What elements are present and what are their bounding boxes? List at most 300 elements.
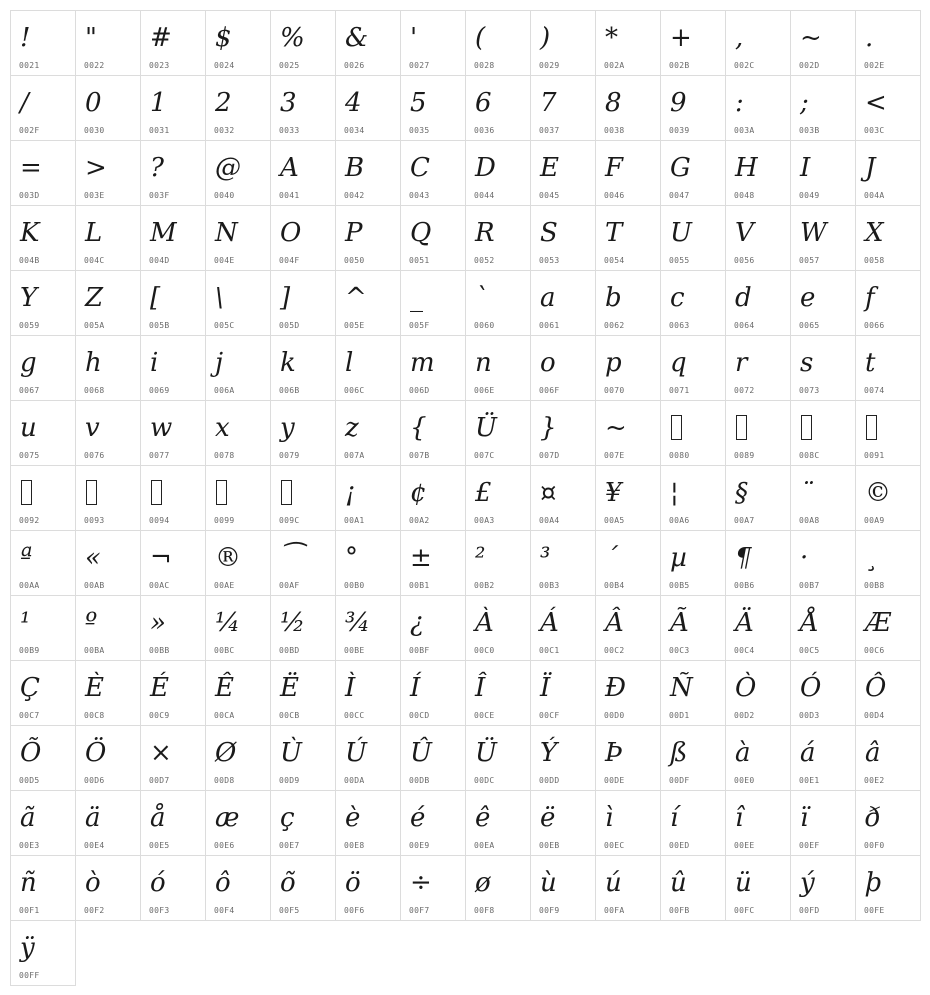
glyph-code-label: 0044 <box>474 191 495 200</box>
glyph-cell <box>465 465 531 531</box>
glyph-code-label: 00BE <box>344 646 365 655</box>
glyph-sample: P <box>345 218 363 248</box>
glyph-sample: W <box>800 218 827 248</box>
glyph-code-label: 00C1 <box>539 646 560 655</box>
glyph-sample: æ <box>215 803 240 833</box>
glyph-code-label: 00DF <box>669 776 690 785</box>
glyph-cell <box>400 855 466 921</box>
missing-glyph-box-icon <box>866 415 877 440</box>
glyph-cell <box>205 855 271 921</box>
glyph-code-label: 00BB <box>149 646 170 655</box>
glyph-code-label: 00F3 <box>149 906 170 915</box>
glyph-code-label: 00D3 <box>799 711 820 720</box>
glyph-code-label: 007A <box>344 451 365 460</box>
glyph-sample: * <box>605 23 618 53</box>
glyph-cell <box>660 595 726 661</box>
glyph-sample: ° <box>345 543 358 573</box>
glyph-sample: § <box>735 478 748 508</box>
glyph-code-label: 004E <box>214 256 235 265</box>
glyph-code-label: 0059 <box>19 321 40 330</box>
glyph-cell <box>205 140 271 206</box>
glyph-cell <box>270 75 336 141</box>
glyph-sample: Ñ <box>670 673 693 703</box>
glyph-cell <box>790 140 856 206</box>
glyph-cell <box>465 400 531 466</box>
glyph-cell <box>400 530 466 596</box>
glyph-code-label: 00F6 <box>344 906 365 915</box>
glyph-sample: Í <box>410 673 421 703</box>
glyph-cell <box>10 855 76 921</box>
glyph-cell <box>400 205 466 271</box>
glyph-cell <box>75 140 141 206</box>
glyph-code-label: 00FA <box>604 906 625 915</box>
glyph-cell <box>855 725 921 791</box>
glyph-sample: Ò <box>735 673 757 703</box>
glyph-code-label: 0039 <box>669 126 690 135</box>
glyph-sample: Ü <box>475 413 497 443</box>
glyph-cell <box>530 790 596 856</box>
glyph-cell <box>270 335 336 401</box>
glyph-sample: ¨ <box>800 478 813 508</box>
glyph-cell <box>530 725 596 791</box>
glyph-sample: è <box>345 803 361 833</box>
glyph-code-label: 00EC <box>604 841 625 850</box>
glyph-sample: t <box>865 348 876 378</box>
glyph-code-label: 006E <box>474 386 495 395</box>
glyph-code-label: 0025 <box>279 61 300 70</box>
glyph-sample: p <box>605 348 622 378</box>
glyph-code-label: 0074 <box>864 386 885 395</box>
glyph-cell <box>725 270 791 336</box>
glyph-sample: þ <box>865 868 882 898</box>
glyph-cell <box>660 465 726 531</box>
glyph-cell <box>270 140 336 206</box>
glyph-sample: _ <box>410 283 423 313</box>
glyph-sample: Ö <box>85 738 107 768</box>
glyph-sample: : <box>735 88 744 118</box>
glyph-code-label: 0061 <box>539 321 560 330</box>
glyph-sample: o <box>540 348 556 378</box>
glyph-cell <box>725 660 791 726</box>
glyph-code-label: 00CC <box>344 711 365 720</box>
glyph-sample: V <box>735 218 754 248</box>
glyph-code-label: 00A7 <box>734 516 755 525</box>
glyph-cell <box>400 75 466 141</box>
glyph-code-label: 00BC <box>214 646 235 655</box>
glyph-sample: d <box>735 283 752 313</box>
glyph-sample: $ <box>215 23 232 53</box>
glyph-sample: \ <box>215 283 224 313</box>
glyph-cell <box>205 10 271 76</box>
glyph-code-label: 00D1 <box>669 711 690 720</box>
glyph-code-label: 0028 <box>474 61 495 70</box>
glyph-cell <box>140 465 206 531</box>
glyph-sample: ¹ <box>20 608 31 638</box>
glyph-code-label: 0027 <box>409 61 430 70</box>
glyph-code-label: 006D <box>409 386 430 395</box>
glyph-cell <box>270 205 336 271</box>
glyph-sample: % <box>280 23 305 53</box>
glyph-sample: ù <box>540 868 557 898</box>
glyph-sample: f <box>865 283 875 313</box>
glyph-sample: Ó <box>800 673 822 703</box>
glyph-cell <box>790 465 856 531</box>
glyph-sample: ì <box>605 803 614 833</box>
glyph-cell <box>270 855 336 921</box>
glyph-cell <box>595 595 661 661</box>
glyph-cell <box>270 465 336 531</box>
glyph-sample: ¦ <box>670 478 679 508</box>
glyph-code-label: 00C7 <box>19 711 40 720</box>
glyph-cell <box>660 140 726 206</box>
glyph-cell <box>790 660 856 726</box>
glyph-code-label: 00AC <box>149 581 170 590</box>
glyph-code-label: 0030 <box>84 126 105 135</box>
glyph-cell <box>530 335 596 401</box>
glyph-code-label: 004A <box>864 191 885 200</box>
glyph-code-label: 003F <box>149 191 170 200</box>
glyph-sample: ² <box>475 543 486 573</box>
glyph-code-label: 0091 <box>864 451 885 460</box>
glyph-sample: b <box>605 283 622 313</box>
glyph-code-label: 00D6 <box>84 776 105 785</box>
glyph-cell <box>725 400 791 466</box>
glyph-code-label: 00BD <box>279 646 300 655</box>
glyph-code-label: 00FB <box>669 906 690 915</box>
glyph-cell <box>205 335 271 401</box>
glyph-sample: N <box>215 218 238 248</box>
glyph-code-label: 0092 <box>19 516 40 525</box>
glyph-cell <box>465 10 531 76</box>
glyph-code-label: 00E3 <box>19 841 40 850</box>
glyph-code-label: 0067 <box>19 386 40 395</box>
glyph-sample: I <box>800 153 811 183</box>
glyph-cell <box>335 400 401 466</box>
glyph-code-label: 0034 <box>344 126 365 135</box>
glyph-sample: å <box>150 803 166 833</box>
glyph-sample: 3 <box>280 88 297 118</box>
glyph-sample: } <box>540 413 557 443</box>
glyph-code-label: 0054 <box>604 256 625 265</box>
glyph-sample: E <box>540 153 559 183</box>
glyph-cell <box>595 790 661 856</box>
glyph-code-label: 00DB <box>409 776 430 785</box>
glyph-cell <box>855 790 921 856</box>
glyph-sample: ¬ <box>150 543 172 573</box>
glyph-code-label: 006B <box>279 386 300 395</box>
glyph-code-label: 007D <box>539 451 560 460</box>
glyph-cell <box>400 335 466 401</box>
glyph-sample: ⁀ <box>280 543 301 573</box>
glyph-cell <box>400 270 466 336</box>
glyph-cell <box>400 465 466 531</box>
glyph-cell <box>855 465 921 531</box>
glyph-sample: ó <box>150 868 166 898</box>
glyph-sample: · <box>800 543 809 573</box>
glyph-code-label: 0062 <box>604 321 625 330</box>
glyph-cell <box>140 660 206 726</box>
glyph-cell <box>10 140 76 206</box>
glyph-sample: Y <box>20 283 38 313</box>
glyph-code-label: 00C5 <box>799 646 820 655</box>
glyph-code-label: 006F <box>539 386 560 395</box>
glyph-cell <box>75 595 141 661</box>
glyph-code-label: 0031 <box>149 126 170 135</box>
glyph-sample: Ä <box>735 608 754 638</box>
glyph-cell <box>75 530 141 596</box>
glyph-code-label: 00D9 <box>279 776 300 785</box>
glyph-code-label: 00AE <box>214 581 235 590</box>
glyph-code-label: 00F1 <box>19 906 40 915</box>
glyph-code-label: 00B0 <box>344 581 365 590</box>
glyph-cell <box>75 335 141 401</box>
glyph-sample: ~ <box>800 23 822 53</box>
glyph-cell <box>140 140 206 206</box>
glyph-cell <box>205 75 271 141</box>
glyph-sample: ï <box>800 803 809 833</box>
glyph-code-label: 00C3 <box>669 646 690 655</box>
glyph-code-label: 0045 <box>539 191 560 200</box>
glyph-cell <box>335 530 401 596</box>
glyph-sample: î <box>735 803 744 833</box>
glyph-cell <box>270 10 336 76</box>
glyph-sample: y <box>280 413 295 443</box>
glyph-sample: Ô <box>865 673 887 703</box>
glyph-cell <box>595 855 661 921</box>
glyph-sample: i <box>150 348 159 378</box>
glyph-sample: ÿ <box>20 933 35 963</box>
glyph-sample: ± <box>410 543 432 573</box>
glyph-code-label: 002F <box>19 126 40 135</box>
glyph-sample: H <box>735 153 758 183</box>
glyph-sample: Ü <box>475 738 497 768</box>
glyph-code-label: 00EA <box>474 841 495 850</box>
glyph-code-label: 00E1 <box>799 776 820 785</box>
glyph-cell <box>10 10 76 76</box>
glyph-sample: ÷ <box>410 868 432 898</box>
glyph-sample: q <box>670 348 687 378</box>
glyph-code-label: 0037 <box>539 126 560 135</box>
glyph-cell <box>725 465 791 531</box>
glyph-cell <box>660 400 726 466</box>
glyph-code-label: 002C <box>734 61 755 70</box>
glyph-cell <box>75 660 141 726</box>
glyph-code-label: 00F2 <box>84 906 105 915</box>
glyph-code-label: 00CA <box>214 711 235 720</box>
glyph-cell <box>790 205 856 271</box>
glyph-code-label: 0033 <box>279 126 300 135</box>
glyph-code-label: 003C <box>864 126 885 135</box>
glyph-code-label: 003E <box>84 191 105 200</box>
glyph-cell <box>790 400 856 466</box>
glyph-cell <box>790 530 856 596</box>
glyph-code-label: 00A9 <box>864 516 885 525</box>
glyph-cell <box>10 205 76 271</box>
glyph-sample: ; <box>800 88 809 118</box>
glyph-sample: 2 <box>215 88 232 118</box>
glyph-code-label: 004F <box>279 256 300 265</box>
glyph-sample: í <box>670 803 679 833</box>
glyph-code-label: 0076 <box>84 451 105 460</box>
glyph-cell <box>595 75 661 141</box>
glyph-code-label: 0052 <box>474 256 495 265</box>
glyph-code-label: 00D7 <box>149 776 170 785</box>
glyph-code-label: 0072 <box>734 386 755 395</box>
glyph-code-label: 0050 <box>344 256 365 265</box>
glyph-code-label: 00FC <box>734 906 755 915</box>
glyph-code-label: 00EE <box>734 841 755 850</box>
glyph-cell <box>335 725 401 791</box>
glyph-cell <box>660 660 726 726</box>
glyph-sample: 0 <box>85 88 102 118</box>
glyph-sample: ¼ <box>215 608 241 638</box>
glyph-code-label: 006C <box>344 386 365 395</box>
glyph-code-label: 003B <box>799 126 820 135</box>
glyph-code-label: 00B8 <box>864 581 885 590</box>
glyph-code-label: 0024 <box>214 61 235 70</box>
glyph-code-label: 00A2 <box>409 516 430 525</box>
glyph-cell <box>205 660 271 726</box>
glyph-sample: X <box>865 218 884 248</box>
glyph-code-label: 0021 <box>19 61 40 70</box>
glyph-sample: [ <box>150 283 161 313</box>
glyph-code-label: 0036 <box>474 126 495 135</box>
glyph-code-label: 00D4 <box>864 711 885 720</box>
missing-glyph-box-icon <box>21 480 32 505</box>
glyph-sample: & <box>345 23 369 53</box>
glyph-code-label: 0041 <box>279 191 300 200</box>
glyph-code-label: 002A <box>604 61 625 70</box>
glyph-sample: ´ <box>605 543 618 573</box>
glyph-sample: ¥ <box>605 478 622 508</box>
glyph-sample: ö <box>345 868 361 898</box>
glyph-sample: 4 <box>345 88 362 118</box>
glyph-cell <box>205 205 271 271</box>
glyph-code-label: 007C <box>474 451 495 460</box>
glyph-code-label: 0089 <box>734 451 755 460</box>
missing-glyph-box-icon <box>86 480 97 505</box>
glyph-cell <box>400 400 466 466</box>
glyph-code-label: 0058 <box>864 256 885 265</box>
glyph-code-label: 0079 <box>279 451 300 460</box>
glyph-code-label: 00DE <box>604 776 625 785</box>
glyph-sample: Á <box>540 608 559 638</box>
glyph-cell <box>530 855 596 921</box>
glyph-sample: ø <box>475 868 491 898</box>
glyph-sample: s <box>800 348 814 378</box>
glyph-code-label: 00DA <box>344 776 365 785</box>
glyph-code-label: 0078 <box>214 451 235 460</box>
glyph-cell <box>595 140 661 206</box>
glyph-code-label: 00EF <box>799 841 820 850</box>
glyph-cell <box>10 465 76 531</box>
glyph-sample: ] <box>280 283 291 313</box>
glyph-sample: x <box>215 413 230 443</box>
glyph-cell <box>205 270 271 336</box>
glyph-cell <box>205 725 271 791</box>
glyph-code-label: 0038 <box>604 126 625 135</box>
glyph-code-label: 00C8 <box>84 711 105 720</box>
glyph-sample: T <box>605 218 623 248</box>
glyph-cell <box>595 660 661 726</box>
glyph-sample: ß <box>670 738 688 768</box>
glyph-sample: û <box>670 868 687 898</box>
glyph-cell <box>400 595 466 661</box>
glyph-code-label: 005D <box>279 321 300 330</box>
glyph-code-label: 00C2 <box>604 646 625 655</box>
glyph-cell <box>530 530 596 596</box>
glyph-cell <box>855 270 921 336</box>
glyph-cell <box>140 790 206 856</box>
glyph-code-label: 0069 <box>149 386 170 395</box>
glyph-code-label: 00D0 <box>604 711 625 720</box>
glyph-cell <box>400 660 466 726</box>
glyph-code-label: 005F <box>409 321 430 330</box>
glyph-sample: ¸ <box>865 543 878 573</box>
glyph-code-label: 0042 <box>344 191 365 200</box>
glyph-sample: ) <box>540 23 551 53</box>
glyph-code-label: 00C6 <box>864 646 885 655</box>
glyph-code-label: 00B2 <box>474 581 495 590</box>
glyph-sample: ¿ <box>410 608 424 638</box>
glyph-code-label: 00F0 <box>864 841 885 850</box>
glyph-cell <box>660 10 726 76</box>
glyph-sample: J <box>865 153 876 183</box>
glyph-code-label: 007E <box>604 451 625 460</box>
glyph-sample: ä <box>85 803 101 833</box>
glyph-code-label: 00FE <box>864 906 885 915</box>
glyph-sample: n <box>475 348 492 378</box>
glyph-sample: Ã <box>670 608 689 638</box>
glyph-cell <box>790 855 856 921</box>
glyph-sample: « <box>85 543 101 573</box>
glyph-sample: " <box>85 23 97 53</box>
glyph-sample: l <box>345 348 354 378</box>
glyph-sample: ¢ <box>410 478 427 508</box>
glyph-sample: ô <box>215 868 231 898</box>
glyph-code-label: 003A <box>734 126 755 135</box>
glyph-cell <box>140 595 206 661</box>
glyph-code-label: 005A <box>84 321 105 330</box>
glyph-cell <box>10 530 76 596</box>
glyph-code-label: 00EB <box>539 841 560 850</box>
glyph-sample: h <box>85 348 102 378</box>
glyph-cell <box>465 205 531 271</box>
glyph-sample: £ <box>475 478 492 508</box>
glyph-sample: Â <box>605 608 624 638</box>
glyph-code-label: 00E2 <box>864 776 885 785</box>
glyph-code-label: 002B <box>669 61 690 70</box>
glyph-code-label: 00E5 <box>149 841 170 850</box>
glyph-sample: Ú <box>345 738 367 768</box>
glyph-cell <box>335 660 401 726</box>
glyph-code-label: 005B <box>149 321 170 330</box>
missing-glyph-box-icon <box>736 415 747 440</box>
glyph-code-label: 008C <box>799 451 820 460</box>
glyph-cell <box>140 10 206 76</box>
glyph-sample: Ý <box>540 738 558 768</box>
glyph-code-label: 0075 <box>19 451 40 460</box>
glyph-cell <box>270 400 336 466</box>
glyph-code-label: 00D2 <box>734 711 755 720</box>
glyph-cell <box>10 725 76 791</box>
glyph-sample: g <box>20 348 37 378</box>
glyph-cell <box>530 75 596 141</box>
glyph-sample: ! <box>20 23 31 53</box>
glyph-code-label: 00A6 <box>669 516 690 525</box>
glyph-sample: O <box>280 218 302 248</box>
glyph-sample: ñ <box>20 868 37 898</box>
